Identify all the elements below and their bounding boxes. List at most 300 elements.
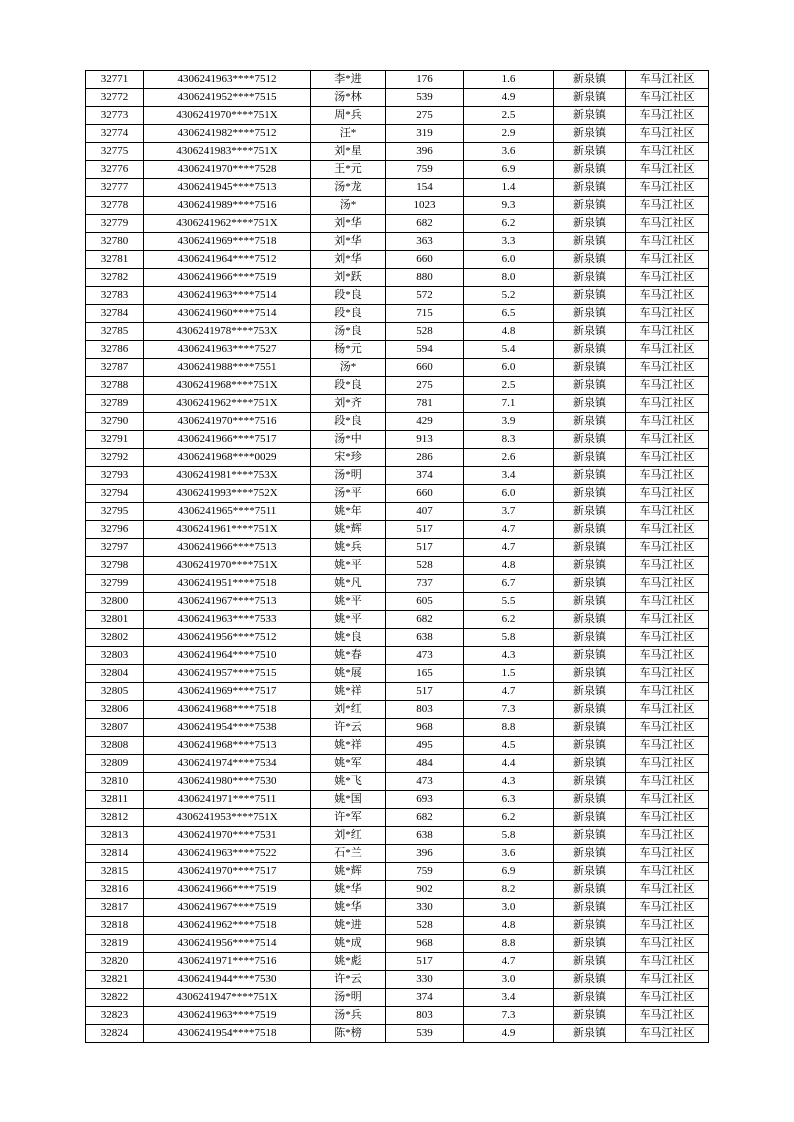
cell-rate: 6.0 <box>464 251 554 269</box>
table-row <box>86 251 709 269</box>
cell-rate: 5.2 <box>464 287 554 305</box>
cell-community: 车马江社区 <box>626 683 709 701</box>
cell-seq: 32799 <box>86 575 144 593</box>
table-row <box>86 125 709 143</box>
cell-seq: 32810 <box>86 773 144 791</box>
cell-community: 车马江社区 <box>626 755 709 773</box>
cell-town: 新泉镇 <box>554 809 626 827</box>
cell-rate: 7.3 <box>464 701 554 719</box>
cell-seq: 32816 <box>86 881 144 899</box>
cell-name: 刘*红 <box>311 827 386 845</box>
cell-rate: 1.6 <box>464 71 554 89</box>
cell-town: 新泉镇 <box>554 521 626 539</box>
cell-name: 段*良 <box>311 377 386 395</box>
cell-amount: 363 <box>386 233 464 251</box>
cell-id-number: 4306241966****7517 <box>144 431 311 449</box>
cell-seq: 32792 <box>86 449 144 467</box>
cell-community: 车马江社区 <box>626 989 709 1007</box>
cell-community: 车马江社区 <box>626 521 709 539</box>
cell-id-number: 4306241966****7519 <box>144 881 311 899</box>
cell-seq: 32775 <box>86 143 144 161</box>
cell-amount: 682 <box>386 809 464 827</box>
cell-town: 新泉镇 <box>554 899 626 917</box>
cell-name: 刘*华 <box>311 215 386 233</box>
cell-town: 新泉镇 <box>554 503 626 521</box>
cell-community: 车马江社区 <box>626 449 709 467</box>
cell-community: 车马江社区 <box>626 287 709 305</box>
table-row <box>86 917 709 935</box>
cell-name: 汤*中 <box>311 431 386 449</box>
table-row <box>86 593 709 611</box>
cell-name: 刘*华 <box>311 251 386 269</box>
cell-seq: 32788 <box>86 377 144 395</box>
cell-amount: 803 <box>386 701 464 719</box>
cell-town: 新泉镇 <box>554 107 626 125</box>
cell-seq: 32823 <box>86 1007 144 1025</box>
table-row <box>86 575 709 593</box>
table-row <box>86 1007 709 1025</box>
cell-id-number: 4306241964****7510 <box>144 647 311 665</box>
cell-rate: 8.3 <box>464 431 554 449</box>
cell-amount: 682 <box>386 611 464 629</box>
cell-town: 新泉镇 <box>554 395 626 413</box>
cell-id-number: 4306241969****7518 <box>144 233 311 251</box>
cell-seq: 32786 <box>86 341 144 359</box>
cell-amount: 330 <box>386 971 464 989</box>
table-row <box>86 485 709 503</box>
cell-rate: 3.6 <box>464 845 554 863</box>
cell-name: 姚*华 <box>311 881 386 899</box>
cell-name: 许*云 <box>311 971 386 989</box>
cell-rate: 2.9 <box>464 125 554 143</box>
table-row <box>86 89 709 107</box>
table-row <box>86 377 709 395</box>
cell-community: 车马江社区 <box>626 89 709 107</box>
cell-id-number: 4306241971****7511 <box>144 791 311 809</box>
cell-town: 新泉镇 <box>554 197 626 215</box>
cell-id-number: 4306241968****7513 <box>144 737 311 755</box>
cell-amount: 594 <box>386 341 464 359</box>
table-row <box>86 161 709 179</box>
cell-amount: 715 <box>386 305 464 323</box>
cell-name: 刘*红 <box>311 701 386 719</box>
cell-town: 新泉镇 <box>554 611 626 629</box>
cell-amount: 781 <box>386 395 464 413</box>
cell-town: 新泉镇 <box>554 593 626 611</box>
cell-seq: 32797 <box>86 539 144 557</box>
cell-name: 汤* <box>311 197 386 215</box>
cell-seq: 32813 <box>86 827 144 845</box>
cell-amount: 1023 <box>386 197 464 215</box>
cell-town: 新泉镇 <box>554 323 626 341</box>
cell-community: 车马江社区 <box>626 773 709 791</box>
table-row <box>86 233 709 251</box>
table-row <box>86 197 709 215</box>
cell-rate: 6.9 <box>464 161 554 179</box>
table-row <box>86 899 709 917</box>
table-row <box>86 629 709 647</box>
cell-name: 姚*平 <box>311 593 386 611</box>
cell-id-number: 4306241967****7513 <box>144 593 311 611</box>
cell-rate: 6.0 <box>464 359 554 377</box>
cell-amount: 517 <box>386 953 464 971</box>
cell-rate: 5.4 <box>464 341 554 359</box>
cell-amount: 319 <box>386 125 464 143</box>
table-row <box>86 647 709 665</box>
cell-rate: 4.3 <box>464 647 554 665</box>
table-row <box>86 215 709 233</box>
cell-community: 车马江社区 <box>626 647 709 665</box>
cell-community: 车马江社区 <box>626 179 709 197</box>
cell-community: 车马江社区 <box>626 737 709 755</box>
cell-amount: 572 <box>386 287 464 305</box>
cell-town: 新泉镇 <box>554 287 626 305</box>
table-row <box>86 845 709 863</box>
cell-community: 车马江社区 <box>626 323 709 341</box>
cell-amount: 275 <box>386 377 464 395</box>
cell-id-number: 4306241963****7522 <box>144 845 311 863</box>
cell-amount: 374 <box>386 989 464 1007</box>
table-row <box>86 503 709 521</box>
cell-id-number: 4306241969****7517 <box>144 683 311 701</box>
cell-town: 新泉镇 <box>554 935 626 953</box>
cell-town: 新泉镇 <box>554 557 626 575</box>
cell-id-number: 4306241988****7551 <box>144 359 311 377</box>
cell-id-number: 4306241970****751X <box>144 557 311 575</box>
cell-town: 新泉镇 <box>554 431 626 449</box>
cell-rate: 4.8 <box>464 917 554 935</box>
cell-amount: 330 <box>386 899 464 917</box>
cell-rate: 5.5 <box>464 593 554 611</box>
cell-id-number: 4306241970****7531 <box>144 827 311 845</box>
cell-community: 车马江社区 <box>626 71 709 89</box>
cell-community: 车马江社区 <box>626 503 709 521</box>
cell-seq: 32802 <box>86 629 144 647</box>
cell-seq: 32806 <box>86 701 144 719</box>
cell-community: 车马江社区 <box>626 701 709 719</box>
cell-seq: 32773 <box>86 107 144 125</box>
cell-rate: 4.4 <box>464 755 554 773</box>
cell-community: 车马江社区 <box>626 593 709 611</box>
cell-amount: 275 <box>386 107 464 125</box>
cell-rate: 8.8 <box>464 719 554 737</box>
cell-town: 新泉镇 <box>554 233 626 251</box>
cell-name: 汤*良 <box>311 323 386 341</box>
cell-id-number: 4306241956****7514 <box>144 935 311 953</box>
cell-amount: 484 <box>386 755 464 773</box>
cell-community: 车马江社区 <box>626 611 709 629</box>
cell-id-number: 4306241954****7518 <box>144 1025 311 1043</box>
cell-amount: 803 <box>386 1007 464 1025</box>
table-row <box>86 737 709 755</box>
cell-name: 段*良 <box>311 305 386 323</box>
cell-rate: 4.7 <box>464 539 554 557</box>
cell-rate: 2.5 <box>464 107 554 125</box>
cell-id-number: 4306241962****751X <box>144 215 311 233</box>
cell-name: 石*兰 <box>311 845 386 863</box>
cell-town: 新泉镇 <box>554 413 626 431</box>
cell-name: 姚*军 <box>311 755 386 773</box>
table-row <box>86 665 709 683</box>
cell-amount: 638 <box>386 629 464 647</box>
cell-id-number: 4306241983****751X <box>144 143 311 161</box>
cell-name: 姚*兵 <box>311 539 386 557</box>
cell-id-number: 4306241966****7519 <box>144 269 311 287</box>
table-row <box>86 323 709 341</box>
roster-table <box>85 70 709 1043</box>
cell-id-number: 4306241970****751X <box>144 107 311 125</box>
cell-seq: 32807 <box>86 719 144 737</box>
cell-amount: 660 <box>386 251 464 269</box>
table-row <box>86 269 709 287</box>
cell-rate: 6.5 <box>464 305 554 323</box>
cell-rate: 4.9 <box>464 89 554 107</box>
cell-town: 新泉镇 <box>554 737 626 755</box>
cell-name: 许*云 <box>311 719 386 737</box>
cell-seq: 32817 <box>86 899 144 917</box>
cell-town: 新泉镇 <box>554 791 626 809</box>
cell-name: 姚*华 <box>311 899 386 917</box>
cell-community: 车马江社区 <box>626 269 709 287</box>
cell-community: 车马江社区 <box>626 125 709 143</box>
cell-rate: 6.7 <box>464 575 554 593</box>
cell-id-number: 4306241954****7538 <box>144 719 311 737</box>
cell-town: 新泉镇 <box>554 305 626 323</box>
cell-amount: 759 <box>386 161 464 179</box>
table-row <box>86 701 709 719</box>
cell-town: 新泉镇 <box>554 161 626 179</box>
cell-town: 新泉镇 <box>554 1025 626 1043</box>
cell-seq: 32790 <box>86 413 144 431</box>
cell-seq: 32824 <box>86 1025 144 1043</box>
cell-community: 车马江社区 <box>626 143 709 161</box>
cell-town: 新泉镇 <box>554 773 626 791</box>
cell-rate: 7.1 <box>464 395 554 413</box>
cell-seq: 32779 <box>86 215 144 233</box>
cell-community: 车马江社区 <box>626 557 709 575</box>
cell-name: 姚*祥 <box>311 737 386 755</box>
cell-id-number: 4306241963****7514 <box>144 287 311 305</box>
cell-town: 新泉镇 <box>554 71 626 89</box>
cell-seq: 32778 <box>86 197 144 215</box>
cell-id-number: 4306241963****7512 <box>144 71 311 89</box>
cell-town: 新泉镇 <box>554 89 626 107</box>
cell-seq: 32777 <box>86 179 144 197</box>
cell-town: 新泉镇 <box>554 359 626 377</box>
table-row <box>86 557 709 575</box>
cell-id-number: 4306241951****7518 <box>144 575 311 593</box>
cell-town: 新泉镇 <box>554 881 626 899</box>
cell-amount: 660 <box>386 485 464 503</box>
cell-community: 车马江社区 <box>626 107 709 125</box>
cell-name: 段*良 <box>311 287 386 305</box>
cell-seq: 32771 <box>86 71 144 89</box>
cell-id-number: 4306241970****7517 <box>144 863 311 881</box>
cell-id-number: 4306241968****7518 <box>144 701 311 719</box>
cell-town: 新泉镇 <box>554 377 626 395</box>
cell-id-number: 4306241970****7516 <box>144 413 311 431</box>
cell-rate: 6.2 <box>464 809 554 827</box>
cell-community: 车马江社区 <box>626 467 709 485</box>
cell-seq: 32814 <box>86 845 144 863</box>
cell-town: 新泉镇 <box>554 863 626 881</box>
cell-name: 姚*平 <box>311 557 386 575</box>
cell-community: 车马江社区 <box>626 377 709 395</box>
cell-amount: 165 <box>386 665 464 683</box>
cell-amount: 154 <box>386 179 464 197</box>
cell-seq: 32811 <box>86 791 144 809</box>
cell-seq: 32803 <box>86 647 144 665</box>
cell-community: 车马江社区 <box>626 161 709 179</box>
cell-seq: 32793 <box>86 467 144 485</box>
cell-rate: 3.3 <box>464 233 554 251</box>
cell-town: 新泉镇 <box>554 647 626 665</box>
cell-town: 新泉镇 <box>554 539 626 557</box>
cell-name: 刘*跃 <box>311 269 386 287</box>
table-row <box>86 341 709 359</box>
cell-amount: 429 <box>386 413 464 431</box>
table-row <box>86 971 709 989</box>
cell-amount: 693 <box>386 791 464 809</box>
cell-seq: 32781 <box>86 251 144 269</box>
cell-amount: 539 <box>386 89 464 107</box>
cell-seq: 32804 <box>86 665 144 683</box>
cell-amount: 396 <box>386 845 464 863</box>
cell-rate: 1.5 <box>464 665 554 683</box>
cell-seq: 32783 <box>86 287 144 305</box>
cell-seq: 32821 <box>86 971 144 989</box>
cell-town: 新泉镇 <box>554 755 626 773</box>
cell-rate: 3.9 <box>464 413 554 431</box>
cell-amount: 913 <box>386 431 464 449</box>
cell-id-number: 4306241971****7516 <box>144 953 311 971</box>
table-row <box>86 755 709 773</box>
cell-id-number: 4306241966****7513 <box>144 539 311 557</box>
cell-town: 新泉镇 <box>554 1007 626 1025</box>
cell-community: 车马江社区 <box>626 953 709 971</box>
cell-rate: 3.7 <box>464 503 554 521</box>
cell-id-number: 4306241967****7519 <box>144 899 311 917</box>
cell-amount: 176 <box>386 71 464 89</box>
cell-amount: 517 <box>386 521 464 539</box>
cell-community: 车马江社区 <box>626 665 709 683</box>
cell-community: 车马江社区 <box>626 251 709 269</box>
cell-seq: 32809 <box>86 755 144 773</box>
cell-name: 姚*辉 <box>311 521 386 539</box>
cell-name: 汤*明 <box>311 467 386 485</box>
cell-town: 新泉镇 <box>554 143 626 161</box>
table-row <box>86 935 709 953</box>
cell-town: 新泉镇 <box>554 683 626 701</box>
cell-name: 姚*祥 <box>311 683 386 701</box>
table-row <box>86 179 709 197</box>
cell-id-number: 4306241963****7533 <box>144 611 311 629</box>
table-row <box>86 143 709 161</box>
cell-seq: 32801 <box>86 611 144 629</box>
cell-amount: 737 <box>386 575 464 593</box>
cell-community: 车马江社区 <box>626 359 709 377</box>
cell-amount: 473 <box>386 773 464 791</box>
table-row <box>86 539 709 557</box>
cell-rate: 3.4 <box>464 989 554 1007</box>
cell-amount: 660 <box>386 359 464 377</box>
cell-id-number: 4306241980****7530 <box>144 773 311 791</box>
cell-name: 姚*成 <box>311 935 386 953</box>
cell-community: 车马江社区 <box>626 431 709 449</box>
cell-town: 新泉镇 <box>554 575 626 593</box>
cell-community: 车马江社区 <box>626 809 709 827</box>
cell-rate: 2.6 <box>464 449 554 467</box>
cell-amount: 495 <box>386 737 464 755</box>
table-row <box>86 449 709 467</box>
cell-rate: 6.2 <box>464 215 554 233</box>
table-row <box>86 107 709 125</box>
cell-community: 车马江社区 <box>626 881 709 899</box>
cell-name: 姚*辉 <box>311 863 386 881</box>
cell-id-number: 4306241952****7515 <box>144 89 311 107</box>
cell-seq: 32800 <box>86 593 144 611</box>
cell-seq: 32784 <box>86 305 144 323</box>
cell-seq: 32798 <box>86 557 144 575</box>
cell-rate: 8.8 <box>464 935 554 953</box>
cell-id-number: 4306241993****752X <box>144 485 311 503</box>
table-row <box>86 863 709 881</box>
cell-rate: 4.3 <box>464 773 554 791</box>
cell-name: 姚*春 <box>311 647 386 665</box>
cell-id-number: 4306241968****0029 <box>144 449 311 467</box>
cell-amount: 902 <box>386 881 464 899</box>
table-row <box>86 521 709 539</box>
cell-amount: 682 <box>386 215 464 233</box>
cell-seq: 32808 <box>86 737 144 755</box>
cell-town: 新泉镇 <box>554 971 626 989</box>
table-row <box>86 719 709 737</box>
cell-town: 新泉镇 <box>554 989 626 1007</box>
cell-id-number: 4306241962****751X <box>144 395 311 413</box>
cell-id-number: 4306241957****7515 <box>144 665 311 683</box>
cell-id-number: 4306241963****7519 <box>144 1007 311 1025</box>
cell-id-number: 4306241944****7530 <box>144 971 311 989</box>
table-row <box>86 1025 709 1043</box>
cell-town: 新泉镇 <box>554 215 626 233</box>
cell-seq: 32782 <box>86 269 144 287</box>
cell-community: 车马江社区 <box>626 197 709 215</box>
cell-name: 段*良 <box>311 413 386 431</box>
cell-id-number: 4306241974****7534 <box>144 755 311 773</box>
cell-town: 新泉镇 <box>554 719 626 737</box>
table-row <box>86 791 709 809</box>
cell-community: 车马江社区 <box>626 539 709 557</box>
cell-seq: 32772 <box>86 89 144 107</box>
cell-rate: 3.4 <box>464 467 554 485</box>
cell-amount: 374 <box>386 467 464 485</box>
cell-name: 刘*华 <box>311 233 386 251</box>
cell-name: 陈*榜 <box>311 1025 386 1043</box>
cell-name: 姚*彪 <box>311 953 386 971</box>
cell-id-number: 4306241947****751X <box>144 989 311 1007</box>
cell-rate: 2.5 <box>464 377 554 395</box>
table-row <box>86 773 709 791</box>
table-row <box>86 287 709 305</box>
cell-amount: 473 <box>386 647 464 665</box>
cell-id-number: 4306241961****751X <box>144 521 311 539</box>
cell-name: 汤*林 <box>311 89 386 107</box>
cell-seq: 32805 <box>86 683 144 701</box>
cell-town: 新泉镇 <box>554 485 626 503</box>
cell-id-number: 4306241965****7511 <box>144 503 311 521</box>
cell-id-number: 4306241970****7528 <box>144 161 311 179</box>
cell-town: 新泉镇 <box>554 467 626 485</box>
